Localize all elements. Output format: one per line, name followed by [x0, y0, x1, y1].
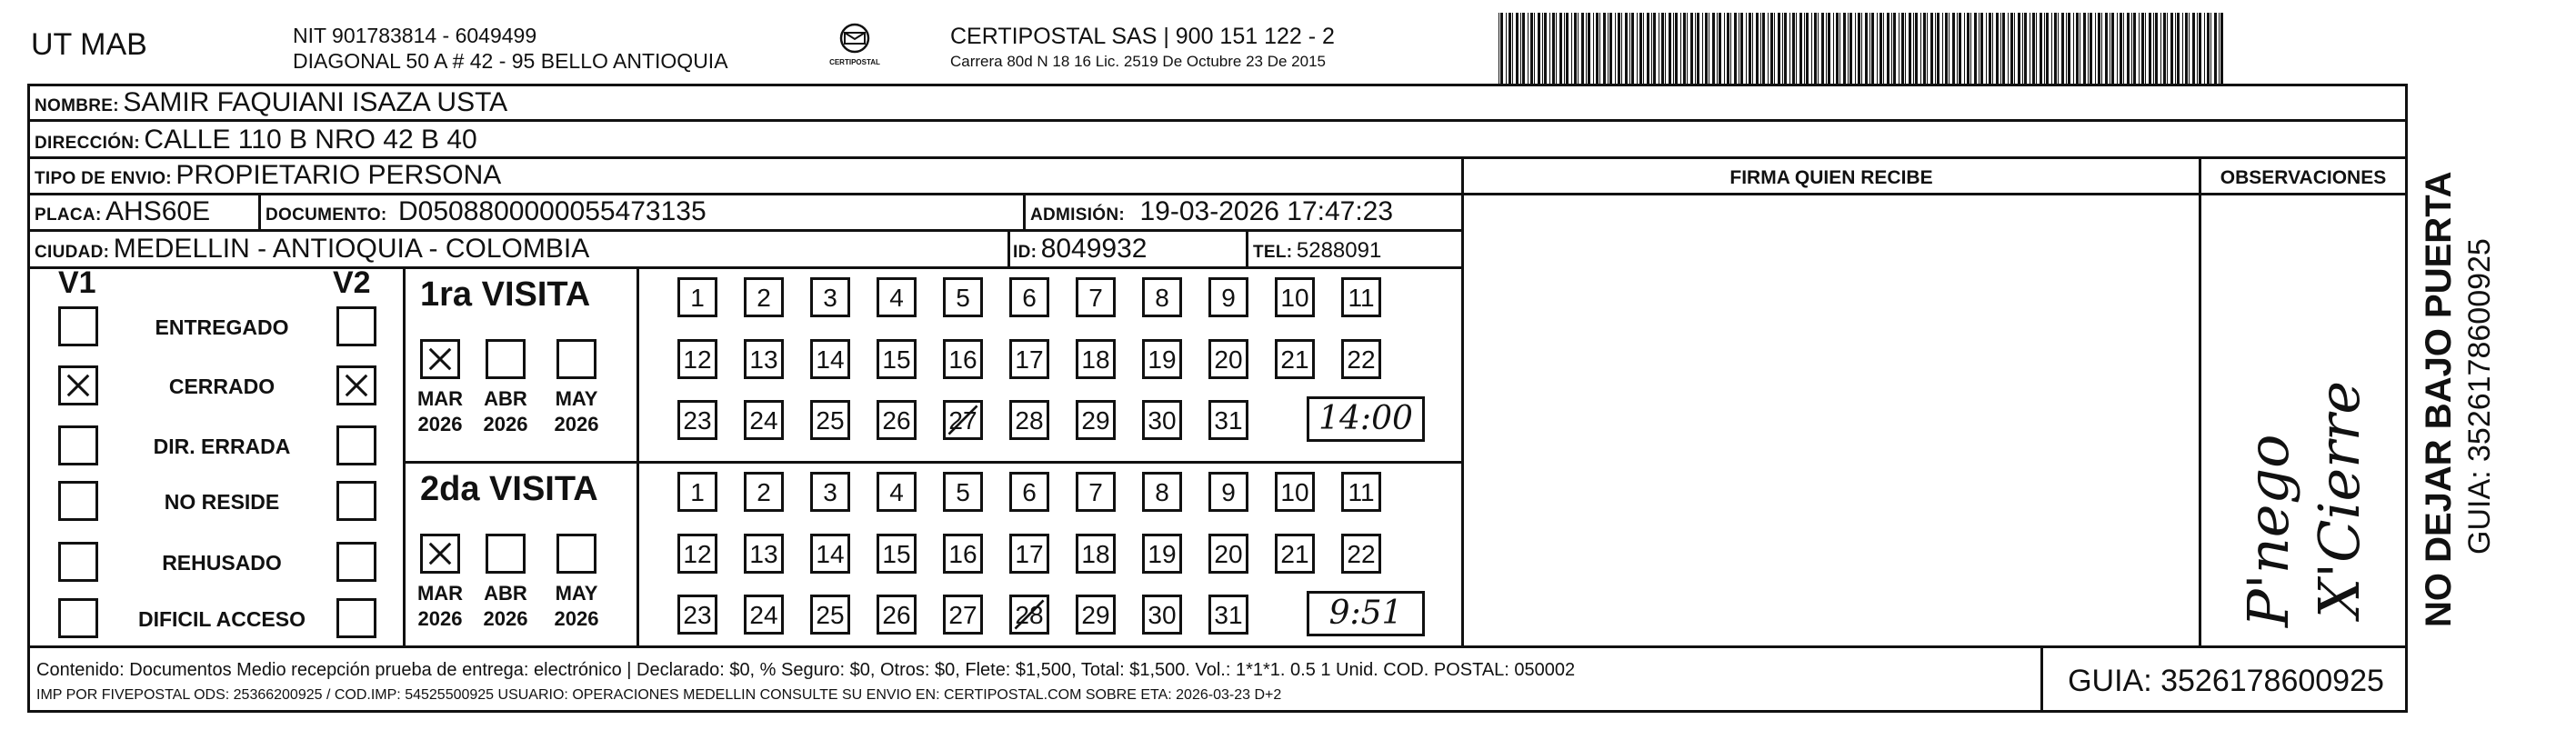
month-checkbox[interactable]: [556, 339, 596, 379]
day-cell[interactable]: 5: [943, 277, 983, 317]
day-cell[interactable]: 13: [744, 534, 784, 574]
tel-cell: [1253, 238, 1381, 264]
day-cell[interactable]: 1: [677, 472, 717, 512]
ciudad-value: MEDELLIN - ANTIOQUIA - COLOMBIA: [113, 234, 590, 264]
status-label: DIFICIL ACCESO: [137, 607, 306, 631]
day-cell[interactable]: 29: [1076, 595, 1116, 635]
day-cell[interactable]: 9: [1208, 277, 1248, 317]
tipo-label: TIPO DE ENVIO:: [35, 169, 172, 188]
day-cell[interactable]: 9: [1208, 472, 1248, 512]
month-year: 2026: [417, 607, 463, 630]
month-label: [545, 386, 608, 437]
day-cell[interactable]: 22: [1341, 339, 1381, 379]
month-checkbox[interactable]: [420, 534, 460, 574]
day-cell[interactable]: 31: [1208, 400, 1248, 440]
day-cell[interactable]: 19: [1142, 534, 1182, 574]
day-cell[interactable]: 21: [1275, 339, 1315, 379]
day-cell[interactable]: 30: [1142, 595, 1182, 635]
day-cell[interactable]: 6: [1009, 277, 1049, 317]
v1-checkbox[interactable]: [58, 542, 98, 582]
documento-label: DOCUMENTO:: [266, 205, 387, 225]
month-label: [408, 386, 472, 437]
status-label: ENTREGADO: [155, 315, 289, 339]
tel-value: 5288091: [1296, 238, 1382, 263]
firma-header: FIRMA QUIEN RECIBE: [1729, 167, 1933, 188]
carrier-address: Carrera 80d N 18 16 Lic. 2519 De Octubre 23 De 2015: [950, 53, 1326, 70]
day-cell[interactable]: 28: [1009, 400, 1049, 440]
documento-value: D0508800000055473135: [398, 196, 707, 226]
month-year: 2026: [554, 413, 599, 435]
visit-title: 1ra VISITA: [420, 275, 591, 314]
day-cell[interactable]: 10: [1275, 277, 1315, 317]
ciudad-cell: [35, 234, 589, 265]
observaciones-header: OBSERVACIONES: [2220, 167, 2387, 188]
day-cell[interactable]: 26: [877, 595, 917, 635]
direccion-row: [35, 125, 477, 155]
day-cell[interactable]: 24: [744, 400, 784, 440]
placa-cell: [35, 196, 210, 227]
day-cell[interactable]: 17: [1009, 339, 1049, 379]
month-label: [545, 581, 608, 632]
day-cell[interactable]: 14: [810, 339, 850, 379]
admision-cell: [1030, 196, 1393, 227]
month-checkbox[interactable]: [486, 534, 526, 574]
tipo-row: [35, 160, 501, 191]
day-cell[interactable]: 23: [677, 400, 717, 440]
observation-note-2: X'Cierre: [2306, 380, 2372, 618]
day-cell[interactable]: 2: [744, 277, 784, 317]
day-cell[interactable]: 5: [943, 472, 983, 512]
footer-line-1: Contenido: Documentos Medio recepción prueba de entrega: electrónico | Declarado: $0, % Seguro: $0, Otros: $0, Flete: $1,500, Total: $1,500. Vol.: 1*1*1. 0.5 1 Unid. COD. POSTAL: 050002: [36, 660, 1576, 680]
day-cell[interactable]: 19: [1142, 339, 1182, 379]
v2-checkbox[interactable]: [336, 481, 376, 521]
day-cell[interactable]: 4: [877, 472, 917, 512]
day-cell[interactable]: 24: [744, 595, 784, 635]
nombre-row: [35, 87, 507, 118]
month-label: [408, 581, 472, 632]
footer-line-2: IMP POR FIVEPOSTAL ODS: 25366200925 / COD.IMP: 54525500925 USUARIO: OPERACIONES MEDELLIN CONSULTE SU ENVIO EN: CERTIPOSTAL.COM SOBRE ETA: 2026-03-23 D+2: [36, 687, 1282, 703]
placa-label: PLACA:: [35, 205, 102, 225]
day-cell[interactable]: 13: [744, 339, 784, 379]
day-cell[interactable]: 8: [1142, 472, 1182, 512]
day-cell[interactable]: 4: [877, 277, 917, 317]
day-cell[interactable]: 20: [1208, 534, 1248, 574]
month-label: [474, 386, 537, 437]
day-cell[interactable]: 28: [1009, 595, 1049, 635]
day-cell[interactable]: 15: [877, 534, 917, 574]
month-checkbox[interactable]: [486, 339, 526, 379]
month-year: 2026: [483, 413, 528, 435]
day-cell[interactable]: 17: [1009, 534, 1049, 574]
month-name: MAR: [416, 582, 464, 605]
admision-label: ADMISIÓN:: [1030, 205, 1126, 225]
day-cell[interactable]: 16: [943, 534, 983, 574]
id-label: ID:: [1013, 243, 1037, 262]
day-cell[interactable]: 2: [744, 472, 784, 512]
nombre-value: SAMIR FAQUIANI ISAZA USTA: [123, 87, 508, 117]
v1-checkbox[interactable]: [58, 306, 98, 346]
v2-checkbox[interactable]: [336, 306, 376, 346]
month-name: ABR: [484, 387, 527, 410]
day-cell[interactable]: 3: [810, 472, 850, 512]
day-cell[interactable]: 18: [1076, 339, 1116, 379]
v1-checkbox[interactable]: [58, 481, 98, 521]
status-label: DIR. ERRADA: [153, 435, 291, 458]
v1-checkbox[interactable]: [58, 425, 98, 465]
month-name: MAR: [416, 387, 464, 410]
visit-title: 2da VISITA: [420, 470, 598, 508]
v1-checkbox[interactable]: [58, 598, 98, 638]
v2-checkbox[interactable]: [336, 598, 376, 638]
direccion-value: CALLE 110 B NRO 42 B 40: [144, 125, 477, 155]
status-label: CERRADO: [168, 375, 276, 398]
side-guia: GUIA: 3526178600925: [2462, 238, 2497, 555]
v2-checkbox[interactable]: [336, 425, 376, 465]
carrier-name: CERTIPOSTAL SAS | 900 151 122 - 2: [950, 24, 1335, 49]
barcode: [1498, 13, 2226, 84]
nombre-label: NOMBRE:: [35, 96, 119, 115]
day-cell[interactable]: 25: [810, 400, 850, 440]
admision-value: 19-03-2026 17:47:23: [1139, 196, 1394, 226]
day-cell[interactable]: 8: [1142, 277, 1182, 317]
day-cell[interactable]: 12: [677, 534, 717, 574]
id-value: 8049932: [1040, 234, 1148, 264]
v1-checkbox[interactable]: [58, 365, 98, 405]
month-year: 2026: [417, 413, 463, 435]
day-cell[interactable]: 7: [1076, 277, 1116, 317]
direccion-label: DIRECCIÓN:: [35, 134, 140, 153]
month-checkbox[interactable]: [556, 534, 596, 574]
footer-guia: GUIA: 3526178600925: [2068, 664, 2384, 698]
v2-checkbox[interactable]: [336, 542, 376, 582]
day-cell[interactable]: 27: [943, 400, 983, 440]
certipostal-logo: [823, 20, 887, 75]
day-cell[interactable]: 10: [1275, 472, 1315, 512]
day-cell[interactable]: 30: [1142, 400, 1182, 440]
month-year: 2026: [554, 607, 599, 630]
day-cell[interactable]: 26: [877, 400, 917, 440]
status-label: NO RESIDE: [164, 490, 280, 514]
day-cell[interactable]: 15: [877, 339, 917, 379]
day-cell[interactable]: 31: [1208, 595, 1248, 635]
month-label: [474, 581, 537, 632]
month-checkbox[interactable]: [420, 339, 460, 379]
month-name: MAY: [555, 582, 598, 605]
day-cell[interactable]: 27: [943, 595, 983, 635]
tipo-value: PROPIETARIO PERSONA: [175, 160, 502, 190]
logo-text: CERTIPOSTAL: [829, 58, 880, 66]
month-name: ABR: [484, 582, 527, 605]
id-cell: [1013, 234, 1147, 265]
day-cell[interactable]: 7: [1076, 472, 1116, 512]
visit-time-box[interactable]: 14:00: [1307, 396, 1425, 442]
day-cell[interactable]: 11: [1341, 472, 1381, 512]
day-cell[interactable]: 6: [1009, 472, 1049, 512]
placa-value: AHS60E: [105, 196, 211, 226]
day-cell[interactable]: 21: [1275, 534, 1315, 574]
v2-header: V2: [333, 265, 371, 300]
day-cell[interactable]: 3: [810, 277, 850, 317]
status-label: REHUSADO: [162, 551, 282, 575]
documento-cell: [266, 196, 707, 227]
day-cell[interactable]: 20: [1208, 339, 1248, 379]
day-cell[interactable]: 11: [1341, 277, 1381, 317]
day-cell[interactable]: 1: [677, 277, 717, 317]
v1-header: V1: [58, 265, 96, 300]
month-year: 2026: [483, 607, 528, 630]
company-address: DIAGONAL 50 A # 42 - 95 BELLO ANTIOQUIA: [293, 49, 728, 73]
v2-checkbox[interactable]: [336, 365, 376, 405]
visit-time-box[interactable]: 9:51: [1307, 591, 1425, 636]
company-name: UT MAB: [31, 27, 147, 62]
day-cell[interactable]: 22: [1341, 534, 1381, 574]
day-cell[interactable]: 14: [810, 534, 850, 574]
observation-note-1: P'nego: [2235, 434, 2301, 627]
ciudad-label: CIUDAD:: [35, 243, 110, 262]
day-cell[interactable]: 12: [677, 339, 717, 379]
day-cell[interactable]: 29: [1076, 400, 1116, 440]
day-cell[interactable]: 25: [810, 595, 850, 635]
month-name: MAY: [555, 387, 598, 410]
company-nit: NIT 901783814 - 6049499: [293, 24, 537, 47]
side-warning: NO DEJAR BAJO PUERTA: [2419, 171, 2459, 627]
day-cell[interactable]: 23: [677, 595, 717, 635]
day-cell[interactable]: 18: [1076, 534, 1116, 574]
day-cell[interactable]: 16: [943, 339, 983, 379]
tel-label: TEL:: [1253, 243, 1293, 262]
